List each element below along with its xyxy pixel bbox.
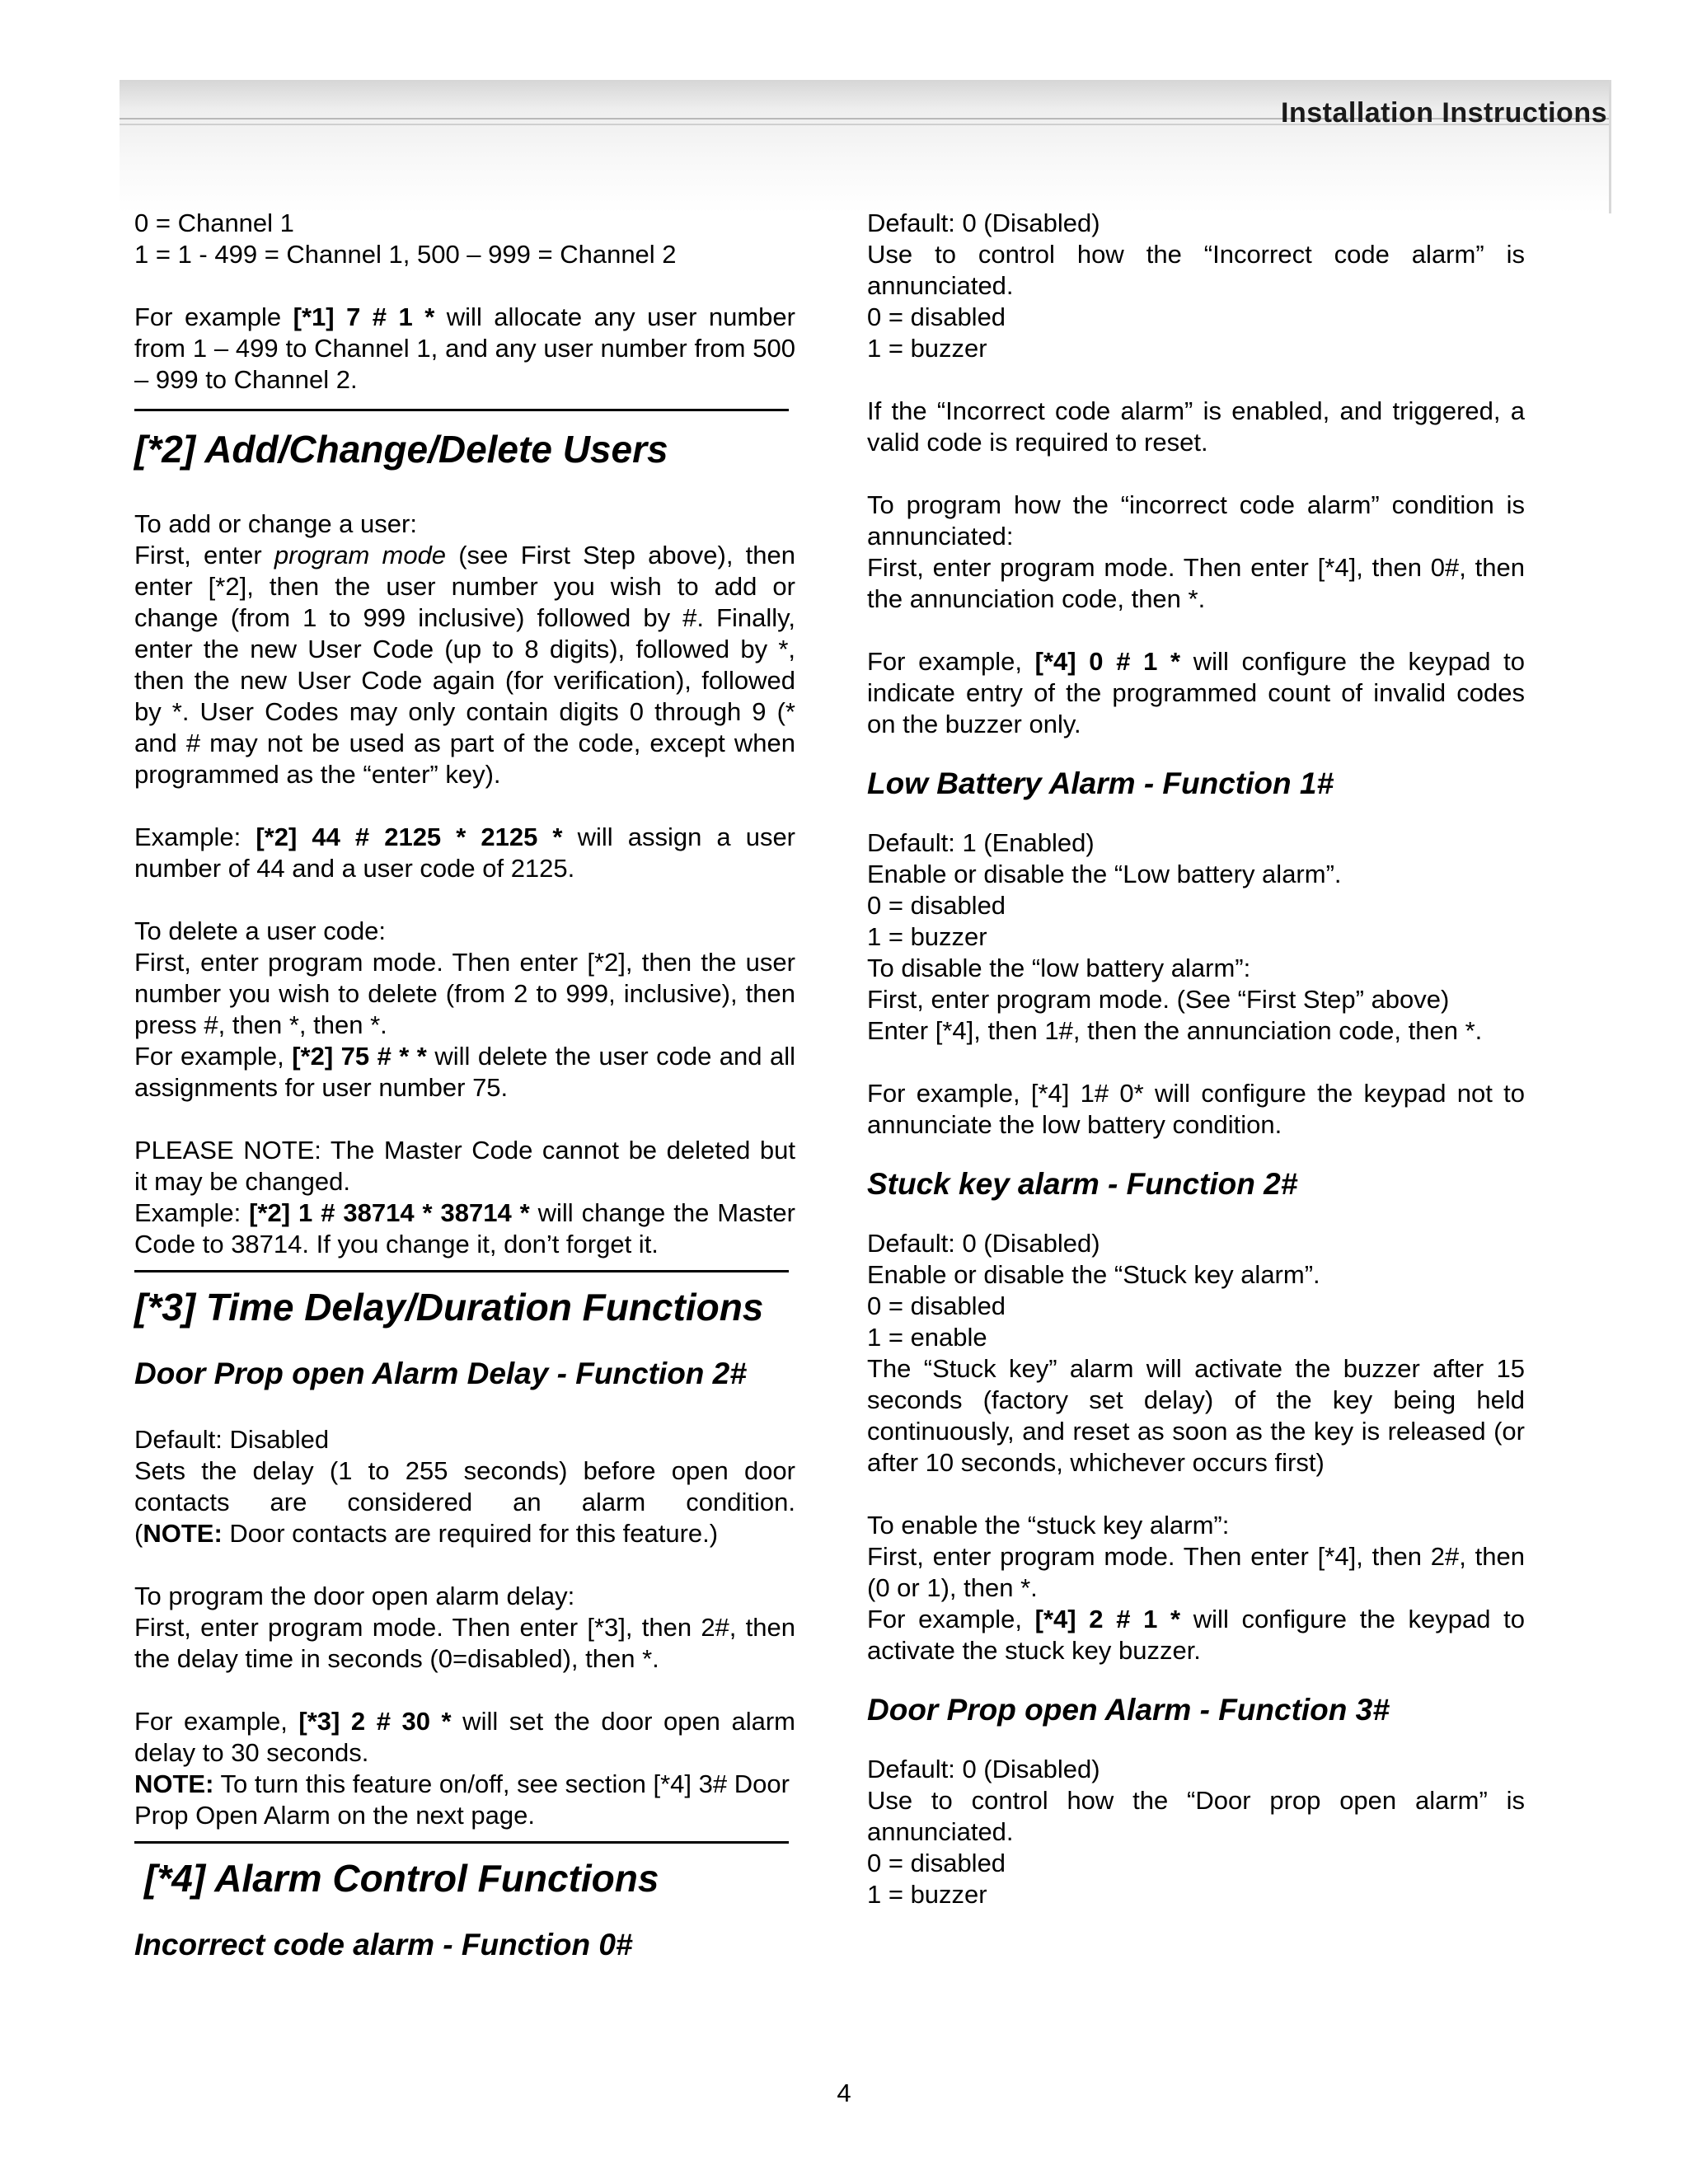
subheading-stuck-key: Stuck key alarm - Function 2# <box>867 1167 1298 1201</box>
incorrect-option-0: 0 = disabled <box>867 302 1006 331</box>
incorrect-usage: Use to control how the “Incorrect code alarm” is annunciated. <box>867 240 1525 300</box>
stuck-key-option-0: 0 = disabled <box>867 1291 1006 1320</box>
low-battery-description: Enable or disable the “Low battery alarm”. <box>867 860 1342 888</box>
stuck-key-enable-intro: To enable the “stuck key alarm”: <box>867 1511 1230 1540</box>
page-number: 4 <box>837 2079 851 2107</box>
stuck-key-first-step: First, enter program mode. Then enter [*4], then 2#, then (0 or 1), then *. <box>867 1542 1525 1602</box>
low-battery-example: For example, [*4] 1# 0* will configure the keypad not to annunciate the low battery condition. <box>867 1079 1525 1139</box>
low-battery-first-step: First, enter program mode. (See “First Step” above) <box>867 985 1450 1014</box>
door-prop-default: Default: 0 (Disabled) <box>867 1755 1100 1783</box>
add-user-instructions: First, enter program mode (see First Step above), then enter [*2], then the user number you wish to add or change (from 1 to 999 inclusive) followed by #. Finally, enter the new User Code (up to 8 digits), followed by *, then the new User Code again (for verification), followed by *. User Codes may only contain digits 0 through 9 (* and # may not be used as part of the code, except when programmed as the “enter” key). <box>134 541 795 789</box>
channel-line-0: 0 = Channel 1 <box>134 209 294 237</box>
low-battery-disable-intro: To disable the “low battery alarm”: <box>867 954 1251 982</box>
subheading-door-delay: Door Prop open Alarm Delay - Function 2# <box>134 1357 747 1390</box>
channel-line-1: 1 = 1 - 499 = Channel 1, 500 – 999 = Channel 2 <box>134 240 677 269</box>
section-heading-users: [*2] Add/Change/Delete Users <box>134 428 668 471</box>
incorrect-program-intro: To program how the “incorrect code alarm” condition is annunciated: <box>867 490 1525 551</box>
stuck-key-description: Enable or disable the “Stuck key alarm”. <box>867 1260 1320 1289</box>
channel-example: For example [*1] 7 # 1 * will allocate any user number from 1 – 499 to Channel 1, and any user number from 500 – 999 to Channel 2. <box>134 302 795 394</box>
left-column <box>134 208 795 1964</box>
subheading-incorrect-code: Incorrect code alarm - Function 0# <box>134 1928 633 1961</box>
incorrect-default: Default: 0 (Disabled) <box>867 209 1100 237</box>
door-delay-program-intro: To program the door open alarm delay: <box>134 1582 575 1610</box>
stuck-key-behavior: The “Stuck key” alarm will activate the buzzer after 15 seconds (factory set delay) of the key being held continuously, and reset as soon as the key is released (or after 10 seconds, whichever occurs first) <box>867 1354 1525 1477</box>
incorrect-example: For example, [*4] 0 # 1 * will configure the keypad to indicate entry of the programmed count of invalid codes on the buzzer only. <box>867 647 1525 738</box>
stuck-key-option-1: 1 = enable <box>867 1323 987 1352</box>
incorrect-reset-note: If the “Incorrect code alarm” is enabled, and triggered, a valid code is required to reset. <box>867 396 1525 457</box>
delete-user-example: For example, [*2] 75 # * * will delete the user code and all assignments for user number 75. <box>134 1042 795 1102</box>
add-user-example: Example: [*2] 44 # 2125 * 2125 * will assign a user number of 44 and a user code of 2125. <box>134 823 796 883</box>
stuck-key-default: Default: 0 (Disabled) <box>867 1229 1100 1258</box>
subheading-door-prop: Door Prop open Alarm - Function 3# <box>867 1693 1390 1727</box>
document-title: Installation Instructions <box>1281 97 1607 129</box>
incorrect-program-steps: First, enter program mode. Then enter [*4], then 0#, then the annunciation code, then *. <box>867 553 1525 613</box>
low-battery-option-0: 0 = disabled <box>867 891 1006 920</box>
delete-user-instructions: First, enter program mode. Then enter [*2], then the user number you wish to delete (from 2 to 999, inclusive), then press #, then *, then *. <box>134 948 795 1039</box>
section-heading-alarm: [*4] Alarm Control Functions <box>144 1857 659 1900</box>
door-delay-program-steps: First, enter program mode. Then enter [*3], then 2#, then the delay time in seconds (0=disabled), then *. <box>134 1613 795 1673</box>
master-code-example: Example: [*2] 1 # 38714 * 38714 * will change the Master Code to 38714. If you change it, don’t forget it. <box>134 1198 795 1258</box>
door-delay-default: Default: Disabled <box>134 1425 330 1454</box>
door-prop-option-1: 1 = buzzer <box>867 1880 987 1909</box>
stuck-key-example: For example, [*4] 2 # 1 * will configure the keypad to activate the stuck key buzzer. <box>867 1605 1525 1665</box>
delete-user-intro: To delete a user code: <box>134 916 387 945</box>
add-user-intro: To add or change a user: <box>134 509 417 538</box>
door-delay-note: (NOTE: Door contacts are required for this feature.) <box>134 1519 719 1548</box>
low-battery-enter-step: Enter [*4], then 1#, then the annunciation code, then *. <box>867 1016 1483 1045</box>
door-delay-example: For example, [*3] 2 # 30 * will set the door open alarm delay to 30 seconds. <box>134 1707 795 1767</box>
subheading-low-battery: Low Battery Alarm - Function 1# <box>867 766 1334 800</box>
door-prop-option-0: 0 = disabled <box>867 1849 1006 1877</box>
right-column <box>867 208 1525 1910</box>
incorrect-option-1: 1 = buzzer <box>867 334 987 363</box>
low-battery-default: Default: 1 (Enabled) <box>867 828 1095 857</box>
door-prop-usage: Use to control how the “Door prop open alarm” is annunciated. <box>867 1786 1525 1846</box>
door-delay-note-2: NOTE: To turn this feature on/off, see section [*4] 3# Door Prop Open Alarm on the next page. <box>134 1769 790 1830</box>
master-code-note: PLEASE NOTE: The Master Code cannot be deleted but it may be changed. <box>134 1136 795 1196</box>
section-heading-time: [*3] Time Delay/Duration Functions <box>134 1286 764 1329</box>
low-battery-option-1: 1 = buzzer <box>867 922 987 951</box>
door-delay-description: Sets the delay (1 to 255 seconds) before open door contacts are considered an alarm condition. <box>134 1456 795 1516</box>
